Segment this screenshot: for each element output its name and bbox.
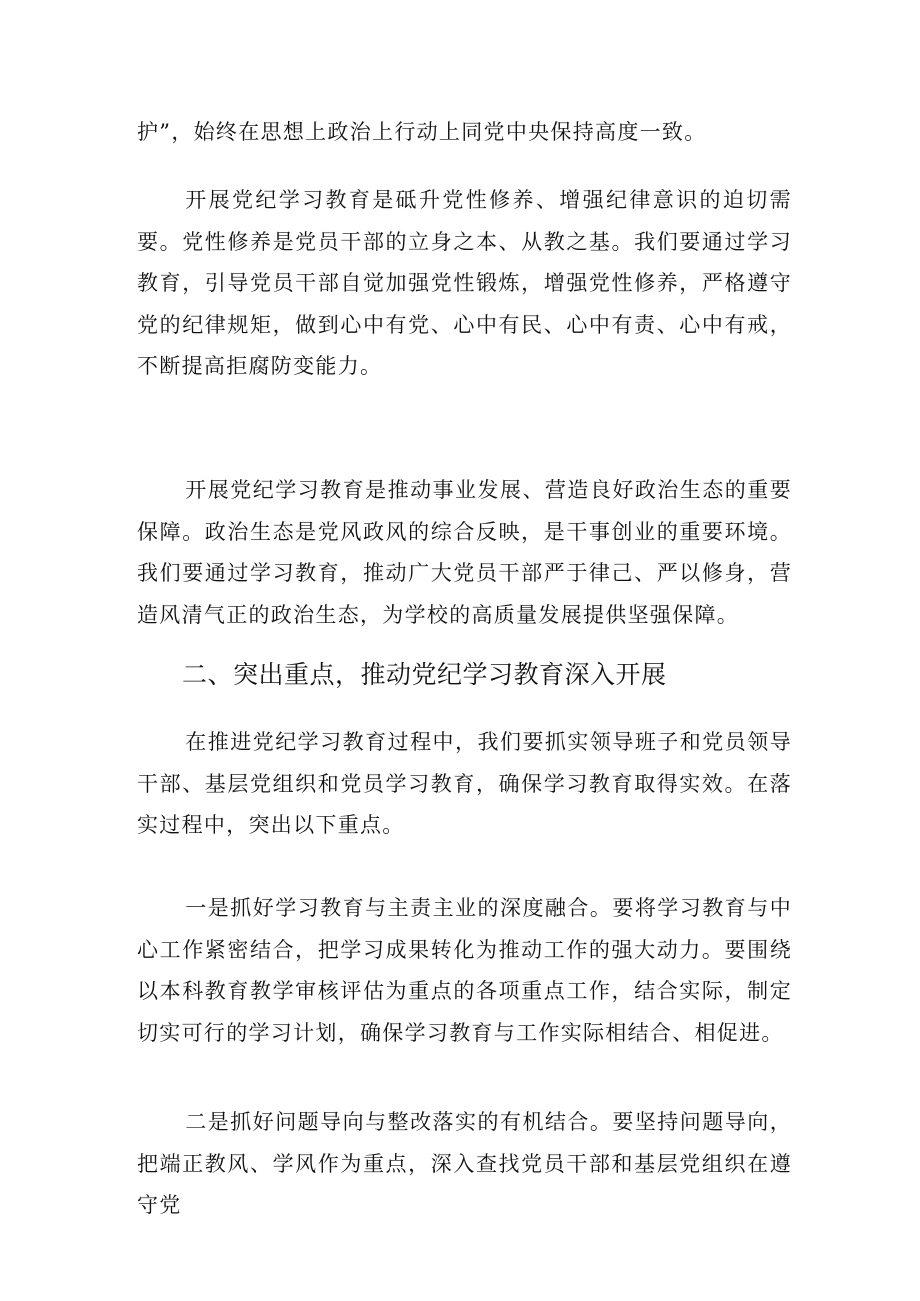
paragraph-political-ecology: 开展党纪学习教育是推动事业发展、营造良好政治生态的重要保障。政治生态是党风政风的综合反映，是干事创业的重要环境。我们要通过学习教育，推动广大党员干部严于律己、严以修身，营造风清气正的政治生态，为学校的高质量发展提供坚强保障。 (137, 478, 792, 627)
paragraph-point-two: 二是抓好问题导向与整改落实的有机结合。要坚持问题导向，把端正教风、学风作为重点，深入查找党员干部和基层党组织在遵守党 (137, 1110, 792, 1217)
section-heading: 二、突出重点，推动党纪学习教育深入开展 (182, 660, 667, 689)
paragraph-party-cultivation: 开展党纪学习教育是砥升党性修养、增强纪律意识的迫切需要。党性修养是党员干部的立身之本、从教之基。我们要通过学习教育，引导党员干部自觉加强党性锻炼，增强党性修养，严格遵守党的纪律规矩，做到心中有党、心中有民、心中有责、心中有戒，不断提高拒腐防变能力。 (137, 188, 792, 378)
paragraph-section-intro: 在推进党纪学习教育过程中，我们要抓实领导班子和党员领导干部、基层党组织和党员学习教育，确保学习教育取得实效。在落实过程中，突出以下重点。 (137, 730, 792, 837)
paragraph-continuation: 护”，始终在思想上政治上行动上同党中央保持高度一致。 (137, 120, 707, 144)
paragraph-point-one: 一是抓好学习教育与主责主业的深度融合。要将学习教育与中心工作紧密结合，把学习成果转化为推动工作的强大动力。要围绕以本科教育教学审核评估为重点的各项重点工作，结合实际，制定切实可行的学习计划，确保学习教育与工作实际相结合、相促进。 (137, 896, 792, 1045)
